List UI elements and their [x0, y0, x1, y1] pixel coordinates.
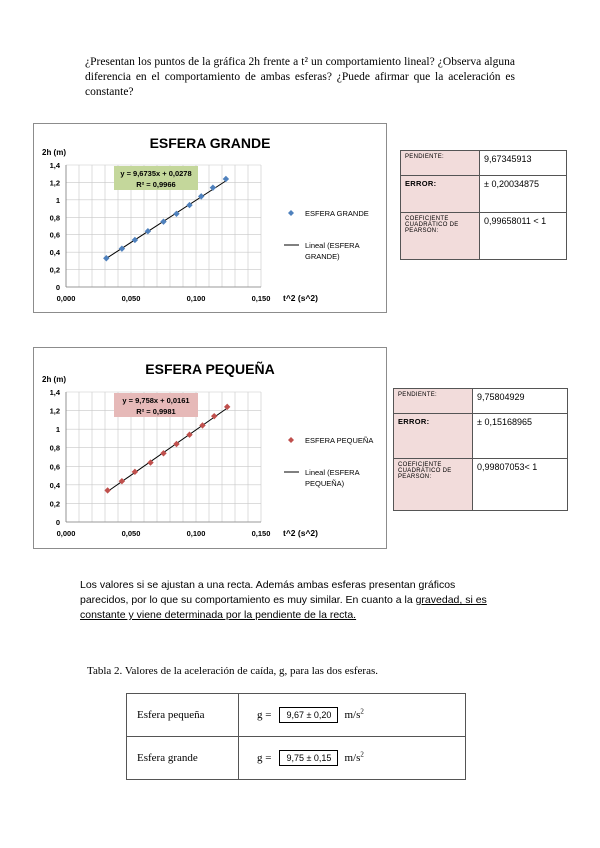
- r2-text: R² = 0,9966: [136, 180, 176, 189]
- x-axis-label: t^2 (s^2): [283, 293, 318, 303]
- error-label: ERROR:: [394, 414, 473, 459]
- y-tick-label: 1,2: [49, 406, 60, 416]
- row-name: Esfera pequeña: [127, 694, 239, 737]
- table-row: [127, 694, 466, 737]
- y-tick-label: 1: [55, 195, 60, 205]
- error-label: ERROR:: [401, 176, 480, 213]
- data-point: [224, 404, 230, 410]
- g-label: g =: [257, 709, 272, 721]
- error-value: ± 0,15168965: [473, 414, 568, 459]
- y-tick-label: 0,8: [49, 213, 60, 223]
- x-tick-label: 0,100: [186, 529, 206, 538]
- legend-marker: [288, 437, 294, 443]
- chart-svg-grande: [34, 124, 386, 312]
- trend-line: [106, 181, 226, 259]
- equation-text: y = 9,758x + 0,0161: [122, 396, 190, 405]
- pendiente-label: PENDIENTE:: [401, 151, 480, 176]
- table2: [126, 693, 466, 780]
- r2-text: R² = 0,9981: [136, 407, 176, 416]
- equation-text: y = 9,6735x + 0,0278: [120, 169, 192, 178]
- x-tick-label: 0,050: [121, 294, 141, 303]
- data-point: [132, 237, 138, 243]
- g-unit: $m/s^2$: [344, 707, 364, 721]
- y-tick-label: 0,2: [49, 499, 60, 509]
- y-tick-label: 0,4: [49, 480, 60, 490]
- conclusion-underlined: gravedad, si es constante y viene determinada por la pendiente de la recta.: [80, 594, 487, 621]
- coef-label: COEFICIENTE CUADRÁTICO DE PEARSON:: [401, 213, 480, 260]
- legend-label: GRANDE): [305, 252, 340, 261]
- table2-caption: Tabla 2. Valores de la aceleración de caída, g, para las dos esferas.: [87, 665, 379, 677]
- chart-esfera-grande: [33, 123, 387, 313]
- g-value-box: 9,75 ± 0,15: [279, 750, 338, 766]
- g-unit: $m/s^2$: [344, 750, 364, 764]
- coef-value: 0,99807053< 1: [473, 459, 568, 511]
- row-name: Esfera grande: [127, 737, 239, 780]
- conclusion-paragraph: [80, 578, 500, 623]
- x-tick-label: 0,100: [186, 294, 206, 303]
- y-axis-label: 2h (m): [42, 148, 66, 157]
- data-point: [210, 184, 216, 190]
- y-tick-label: 1,4: [49, 388, 60, 397]
- coef-value: 0,99658011 < 1: [480, 213, 567, 260]
- table-row: [127, 737, 466, 780]
- legend-marker: [288, 210, 294, 216]
- g-value-box: 9,67 ± 0,20: [279, 707, 338, 723]
- data-point: [104, 487, 110, 493]
- y-tick-label: 0,8: [49, 443, 60, 453]
- chart-esfera-pequena: [33, 347, 387, 549]
- legend-label: PEQUEÑA): [305, 479, 345, 488]
- y-tick-label: 0: [55, 518, 60, 527]
- x-tick-label: 0,150: [251, 529, 271, 538]
- pendiente-value: 9,75804929: [473, 389, 568, 414]
- legend-label: Lineal (ESFERA: [305, 241, 360, 250]
- g-label: g =: [257, 752, 272, 764]
- chart-title: ESFERA GRANDE: [149, 135, 271, 151]
- y-tick-label: 0,2: [49, 265, 60, 275]
- y-tick-label: 1,4: [49, 161, 60, 170]
- x-tick-label: 0,000: [56, 529, 76, 538]
- pendiente-value: 9,67345913: [480, 151, 567, 176]
- data-point: [223, 176, 229, 182]
- chart-svg-pequena: [34, 348, 386, 548]
- y-tick-label: 0,4: [49, 248, 60, 258]
- y-tick-label: 1,2: [49, 178, 60, 188]
- y-tick-label: 0: [55, 283, 60, 292]
- x-tick-label: 0,050: [121, 529, 141, 538]
- y-axis-label: 2h (m): [42, 375, 66, 384]
- y-tick-label: 0,6: [49, 230, 60, 240]
- error-value: ± 0,20034875: [480, 176, 567, 213]
- data-point: [199, 422, 205, 428]
- x-axis-label: t^2 (s^2): [283, 528, 318, 538]
- legend-label: Lineal (ESFERA: [305, 468, 360, 477]
- question-text: ¿Presentan los puntos de la gráfica 2h frente a t² un comportamiento lineal? ¿Observa alguna diferencia en el comportamiento de ambas esferas? ¿Puede afirmar que la aceleración es constante?: [85, 56, 515, 98]
- data-point: [103, 255, 109, 261]
- conclusion-text: Los valores si se ajustan a una recta. Además ambas esferas presentan gráficos parecidos, por lo que su comportamiento es muy similar. En cuanto a la: [80, 579, 456, 606]
- pendiente-label: PENDIENTE:: [394, 389, 473, 414]
- legend-label: ESFERA GRANDE: [305, 209, 369, 218]
- stats-table-grande: [400, 150, 567, 260]
- coef-label: COEFICIENTE CUADRÁTICO DE PEARSON:: [394, 459, 473, 511]
- legend-label: ESFERA PEQUEÑA: [305, 436, 374, 445]
- x-tick-label: 0,150: [251, 294, 271, 303]
- stats-table-pequena: [393, 388, 568, 511]
- y-tick-label: 0,6: [49, 462, 60, 472]
- chart-title: ESFERA PEQUEÑA: [145, 361, 275, 377]
- y-tick-label: 1: [55, 425, 60, 435]
- x-tick-label: 0,000: [56, 294, 76, 303]
